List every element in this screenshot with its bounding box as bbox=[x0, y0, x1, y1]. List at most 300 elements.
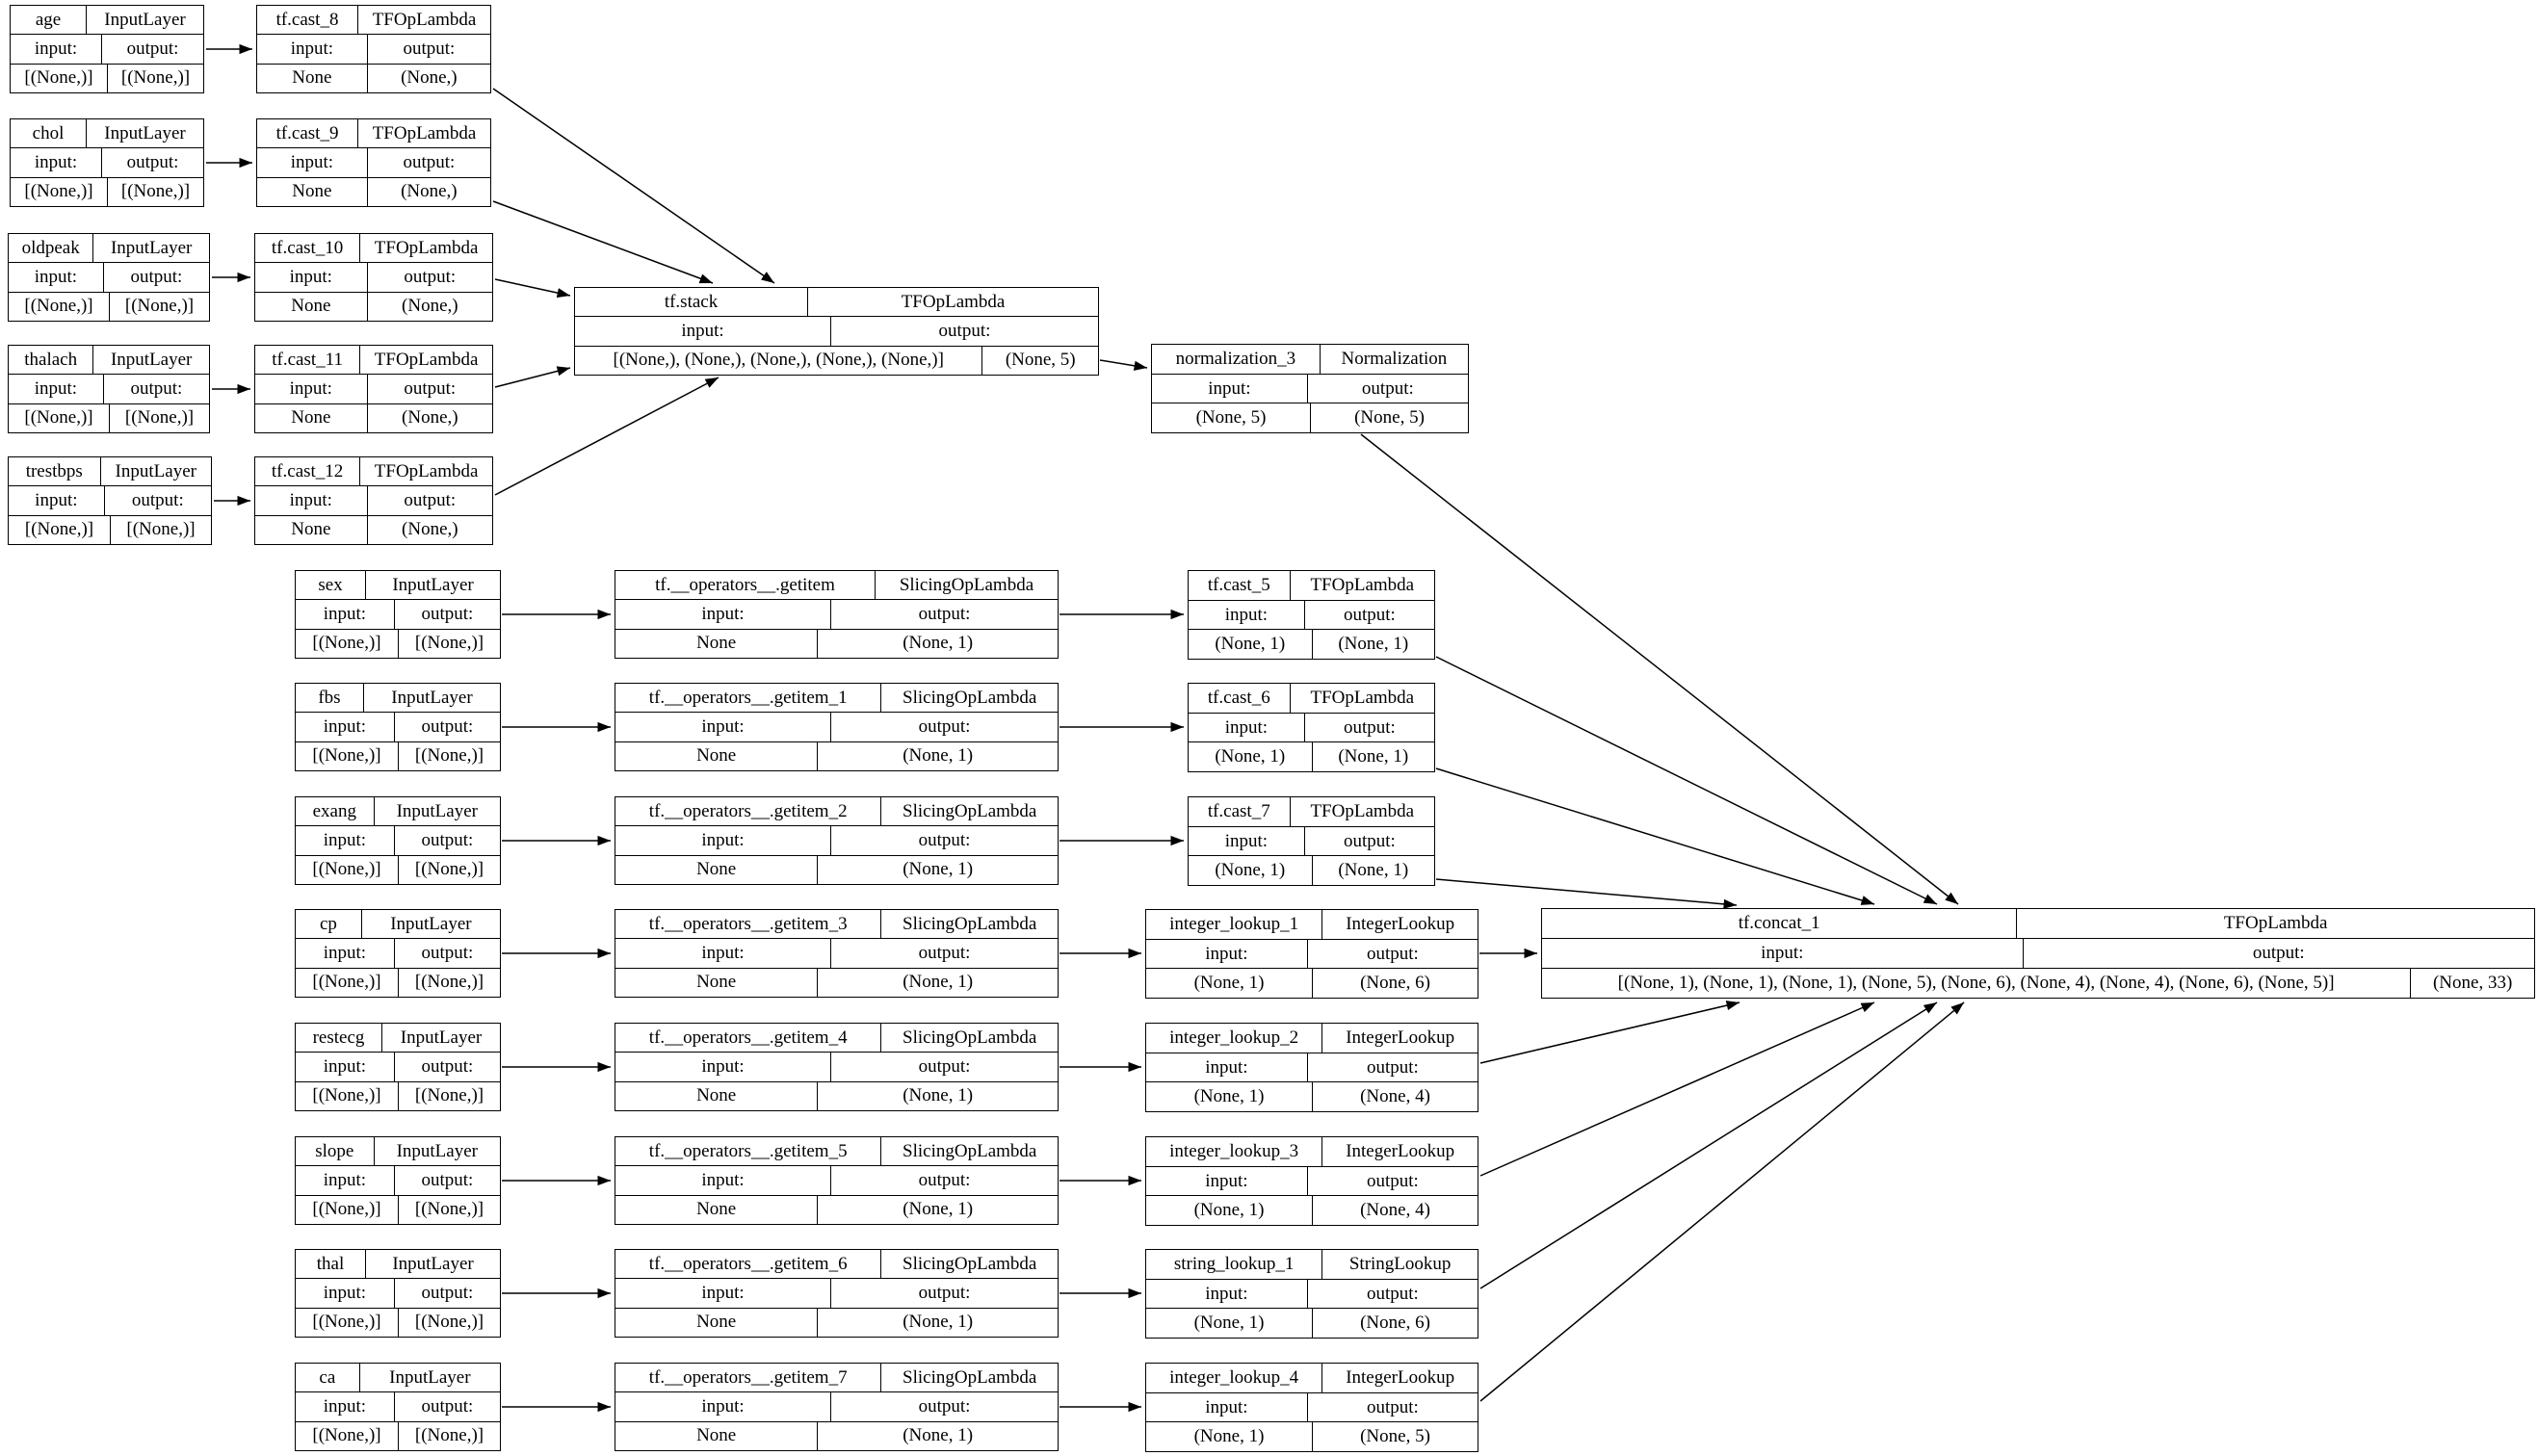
node-row bbox=[615, 938, 1058, 967]
node-integer-lookup-4 bbox=[1145, 1363, 1478, 1452]
input-shape: None bbox=[696, 633, 737, 654]
layer-name: integer_lookup_3 bbox=[1169, 1140, 1299, 1161]
node-row bbox=[615, 797, 1058, 825]
node-row bbox=[1146, 910, 1478, 939]
node-row bbox=[257, 64, 490, 92]
edge-arrow bbox=[1436, 768, 1874, 904]
node-integer-lookup-2 bbox=[1145, 1023, 1478, 1112]
output-shape: (None, 4) bbox=[1312, 1082, 1478, 1111]
input-shape: [(None,)] bbox=[24, 519, 94, 540]
node-integer-lookup-3 bbox=[1145, 1136, 1478, 1226]
input-label: input: bbox=[1205, 1283, 1248, 1304]
node-row bbox=[615, 1250, 1058, 1278]
input-shape: None bbox=[696, 1425, 737, 1446]
output-shape: [(None,)] bbox=[398, 1422, 500, 1450]
input-shape: None bbox=[291, 296, 331, 317]
node-row bbox=[296, 797, 500, 825]
node-row bbox=[11, 64, 203, 92]
edge-arrow bbox=[1436, 657, 1937, 904]
node-row bbox=[615, 684, 1058, 712]
node-row bbox=[296, 1250, 500, 1278]
layer-class: SlicingOpLambda bbox=[880, 1137, 1058, 1165]
node-row bbox=[296, 1391, 500, 1420]
input-label: input: bbox=[1205, 1396, 1248, 1417]
node-row bbox=[257, 119, 490, 147]
layer-name: fbs bbox=[318, 687, 341, 708]
node-tf-stack bbox=[574, 287, 1099, 376]
layer-name: tf.cast_11 bbox=[272, 349, 343, 370]
node-row bbox=[257, 177, 490, 206]
output-label: output: bbox=[830, 939, 1058, 967]
layer-class: IntegerLookup bbox=[1321, 1364, 1478, 1392]
output-shape: [(None,)] bbox=[398, 742, 500, 770]
output-shape: [(None,)] bbox=[398, 969, 500, 997]
output-label: output: bbox=[1307, 1393, 1478, 1422]
input-label: input: bbox=[701, 1282, 745, 1303]
node-row bbox=[615, 712, 1058, 741]
node-row bbox=[296, 629, 500, 658]
output-label: output: bbox=[367, 148, 490, 176]
layer-name: ca bbox=[319, 1366, 336, 1388]
output-shape: [(None,)] bbox=[398, 1196, 500, 1224]
node-row bbox=[296, 1278, 500, 1307]
output-shape: [(None,)] bbox=[110, 516, 211, 544]
node-sex-input bbox=[295, 570, 501, 659]
node-row bbox=[615, 1308, 1058, 1337]
input-label: input: bbox=[701, 829, 745, 850]
layer-name: cp bbox=[319, 913, 337, 934]
output-shape: (None, 1) bbox=[817, 969, 1058, 997]
output-shape: (None,) bbox=[367, 404, 492, 432]
node-row bbox=[296, 825, 500, 854]
node-row bbox=[9, 262, 209, 291]
layer-class: InputLayer bbox=[381, 1024, 500, 1052]
node-row bbox=[255, 262, 492, 291]
input-shape: (None, 1) bbox=[1215, 860, 1286, 881]
output-shape: (None,) bbox=[367, 65, 490, 92]
input-shape: [(None,)] bbox=[312, 633, 381, 654]
input-label: input: bbox=[35, 489, 78, 510]
input-label: input: bbox=[323, 942, 367, 963]
node-row bbox=[255, 515, 492, 544]
input-label: input: bbox=[323, 829, 367, 850]
input-shape: (None, 1) bbox=[1193, 973, 1265, 994]
input-label: input: bbox=[323, 1282, 367, 1303]
input-shape: [(None,), (None,), (None,), (None,), (None,)] bbox=[613, 350, 944, 371]
layer-name: tf.cast_6 bbox=[1207, 687, 1270, 708]
output-shape: [(None,)] bbox=[398, 1082, 500, 1110]
node-row bbox=[1189, 600, 1434, 630]
output-shape: (None, 1) bbox=[817, 1196, 1058, 1224]
node-tf-cast-9 bbox=[256, 118, 491, 207]
layer-class: InputLayer bbox=[374, 1137, 500, 1165]
node-normalization-3 bbox=[1151, 344, 1469, 433]
node-tf-cast-12 bbox=[254, 456, 493, 545]
input-shape: None bbox=[696, 859, 737, 880]
input-label: input: bbox=[1761, 943, 1804, 963]
output-label: output: bbox=[394, 1392, 500, 1420]
input-shape: None bbox=[696, 1312, 737, 1333]
output-shape: (None, 6) bbox=[1312, 969, 1478, 998]
node-row bbox=[1542, 968, 2534, 998]
layer-class: IntegerLookup bbox=[1321, 1137, 1478, 1166]
node-trestbps-input bbox=[8, 456, 212, 545]
layer-class: TFOpLambda bbox=[2016, 909, 2534, 938]
input-label: input: bbox=[323, 715, 367, 737]
input-label: input: bbox=[323, 1169, 367, 1190]
output-shape: (None, 1) bbox=[817, 1422, 1058, 1450]
node-row bbox=[1542, 938, 2534, 968]
layer-name: normalization_3 bbox=[1175, 348, 1296, 369]
node-row bbox=[255, 234, 492, 262]
input-label: input: bbox=[1224, 830, 1269, 851]
layer-class: TFOpLambda bbox=[357, 119, 490, 147]
node-oldpeak-input bbox=[8, 233, 210, 322]
layer-name: integer_lookup_2 bbox=[1169, 1027, 1299, 1048]
output-label: output: bbox=[103, 375, 209, 403]
input-label: input: bbox=[323, 603, 367, 624]
layer-name: tf.__operators__.getitem_1 bbox=[648, 687, 848, 708]
layer-class: TFOpLambda bbox=[359, 234, 492, 262]
edge-arrow bbox=[495, 368, 570, 387]
node-row bbox=[255, 346, 492, 374]
node-tf-cast-7 bbox=[1188, 796, 1435, 886]
layer-class: TFOpLambda bbox=[1290, 797, 1434, 826]
layer-name: tf.stack bbox=[664, 291, 719, 312]
node-row bbox=[1146, 1024, 1478, 1053]
input-shape: (None, 1) bbox=[1193, 1313, 1265, 1334]
layer-name: thal bbox=[316, 1253, 345, 1274]
input-shape: None bbox=[696, 1085, 737, 1106]
node-row bbox=[255, 457, 492, 485]
layer-class: InputLayer bbox=[365, 571, 500, 599]
layer-name: slope bbox=[315, 1140, 354, 1161]
output-shape: (None,) bbox=[367, 178, 490, 206]
input-label: input: bbox=[1224, 604, 1269, 625]
node-row bbox=[11, 147, 203, 176]
node-row bbox=[296, 599, 500, 628]
node-row bbox=[9, 374, 209, 403]
node-getitem-5 bbox=[615, 1136, 1059, 1225]
output-shape: (None, 6) bbox=[1312, 1309, 1478, 1338]
input-shape: [(None,)] bbox=[312, 972, 381, 993]
layer-class: InputLayer bbox=[86, 119, 203, 147]
layer-name: tf.cast_9 bbox=[275, 122, 339, 143]
input-shape: [(None,)] bbox=[312, 1085, 381, 1106]
output-shape: [(None,)] bbox=[398, 856, 500, 884]
layer-name: tf.__operators__.getitem_2 bbox=[648, 800, 848, 821]
output-label: output: bbox=[394, 600, 500, 628]
layer-class: SlicingOpLambda bbox=[875, 571, 1058, 599]
node-fbs-input bbox=[295, 683, 501, 771]
node-ca-input bbox=[295, 1363, 501, 1451]
node-row bbox=[255, 292, 492, 321]
node-tf-concat-1 bbox=[1541, 908, 2535, 999]
edge-arrow bbox=[1361, 434, 1958, 904]
node-row bbox=[1189, 571, 1434, 600]
node-thal-input bbox=[295, 1249, 501, 1338]
output-shape: [(None,)] bbox=[107, 65, 203, 92]
node-row bbox=[1146, 1053, 1478, 1082]
layer-name: oldpeak bbox=[21, 237, 80, 258]
node-row bbox=[575, 288, 1098, 316]
layer-name: sex bbox=[318, 574, 343, 595]
layer-name: tf.__operators__.getitem_4 bbox=[648, 1027, 848, 1048]
input-shape: [(None,)] bbox=[312, 745, 381, 767]
output-shape: (None, 1) bbox=[1312, 856, 1435, 885]
output-label: output: bbox=[1307, 1280, 1478, 1309]
layer-class: InputLayer bbox=[92, 234, 209, 262]
layer-name: tf.cast_12 bbox=[271, 460, 344, 481]
layer-name: restecg bbox=[312, 1027, 365, 1048]
node-row bbox=[9, 234, 209, 262]
node-row bbox=[1189, 629, 1434, 659]
node-row bbox=[1146, 1392, 1478, 1422]
node-row bbox=[11, 119, 203, 147]
output-shape: [(None,)] bbox=[398, 1309, 500, 1337]
output-shape: (None, 1) bbox=[817, 742, 1058, 770]
node-row bbox=[296, 1421, 500, 1450]
input-shape: [(None,)] bbox=[24, 407, 93, 429]
input-shape: (None, 5) bbox=[1195, 407, 1267, 429]
node-row bbox=[615, 1421, 1058, 1450]
output-label: output: bbox=[1307, 1167, 1478, 1196]
node-row bbox=[11, 6, 203, 34]
output-shape: [(None,)] bbox=[109, 404, 209, 432]
output-shape: (None, 5) bbox=[1312, 1422, 1478, 1451]
output-shape: [(None,)] bbox=[109, 293, 209, 321]
input-label: input: bbox=[34, 377, 78, 399]
node-row bbox=[11, 34, 203, 63]
input-shape: [(None,)] bbox=[24, 67, 93, 89]
node-row bbox=[615, 825, 1058, 854]
output-label: output: bbox=[394, 1053, 500, 1080]
output-shape: (None,) bbox=[367, 293, 492, 321]
node-row bbox=[296, 1137, 500, 1165]
layer-class: TFOpLambda bbox=[359, 346, 492, 374]
node-row bbox=[615, 1278, 1058, 1307]
output-label: output: bbox=[367, 263, 492, 291]
node-age-input bbox=[10, 5, 204, 93]
output-shape: (None, 1) bbox=[817, 1082, 1058, 1110]
node-row bbox=[1146, 1195, 1478, 1225]
node-row bbox=[9, 292, 209, 321]
node-row bbox=[296, 855, 500, 884]
input-shape: [(None,)] bbox=[312, 859, 381, 880]
node-row bbox=[615, 571, 1058, 599]
node-tf-cast-10 bbox=[254, 233, 493, 322]
node-row bbox=[1146, 1081, 1478, 1111]
input-shape: (None, 1) bbox=[1193, 1426, 1265, 1447]
node-row bbox=[615, 1195, 1058, 1224]
layer-class: InputLayer bbox=[361, 910, 500, 938]
node-getitem-3 bbox=[615, 909, 1059, 998]
node-row bbox=[1146, 1308, 1478, 1338]
output-shape: (None,) bbox=[367, 516, 492, 544]
output-label: output: bbox=[830, 1279, 1058, 1307]
layer-class: TFOpLambda bbox=[1290, 684, 1434, 713]
layer-name: tf.__operators__.getitem bbox=[655, 574, 835, 595]
node-row bbox=[615, 968, 1058, 997]
input-label: input: bbox=[289, 266, 332, 287]
output-shape: (None, 33) bbox=[2410, 969, 2534, 998]
node-row bbox=[11, 177, 203, 206]
node-row bbox=[1146, 1166, 1478, 1196]
output-shape: [(None,)] bbox=[107, 178, 203, 206]
layer-class: IntegerLookup bbox=[1321, 910, 1478, 939]
node-row bbox=[1189, 797, 1434, 826]
node-row bbox=[1542, 909, 2534, 938]
output-label: output: bbox=[830, 1166, 1058, 1194]
output-label: output: bbox=[394, 939, 500, 967]
node-row bbox=[296, 1165, 500, 1194]
output-label: output: bbox=[367, 35, 490, 63]
input-shape: (None, 1) bbox=[1215, 634, 1286, 655]
output-shape: [(None,)] bbox=[398, 630, 500, 658]
input-label: input: bbox=[1205, 943, 1248, 964]
layer-name: age bbox=[35, 9, 62, 30]
output-label: output: bbox=[1304, 601, 1434, 630]
output-shape: (None, 1) bbox=[817, 630, 1058, 658]
layer-class: TFOpLambda bbox=[357, 6, 490, 34]
node-row bbox=[1146, 1364, 1478, 1392]
node-row bbox=[296, 741, 500, 770]
edge-arrow bbox=[1480, 1002, 1964, 1401]
output-label: output: bbox=[394, 1279, 500, 1307]
layer-name: tf.__operators__.getitem_3 bbox=[648, 913, 848, 934]
node-row bbox=[296, 684, 500, 712]
node-getitem-2 bbox=[615, 796, 1059, 885]
input-shape: [(None,)] bbox=[24, 296, 93, 317]
layer-name: tf.__operators__.getitem_5 bbox=[648, 1140, 848, 1161]
node-row bbox=[615, 1024, 1058, 1052]
layer-class: InputLayer bbox=[100, 457, 212, 485]
layer-name: tf.cast_5 bbox=[1207, 574, 1270, 595]
node-row bbox=[9, 515, 211, 544]
edge-arrow bbox=[1100, 360, 1147, 368]
node-chol-input bbox=[10, 118, 204, 207]
node-row bbox=[615, 855, 1058, 884]
input-label: input: bbox=[289, 377, 332, 399]
node-row bbox=[257, 34, 490, 63]
input-label: input: bbox=[34, 151, 78, 172]
edge-arrow bbox=[1436, 879, 1737, 905]
node-row bbox=[296, 1081, 500, 1110]
node-row bbox=[615, 629, 1058, 658]
layer-class: InputLayer bbox=[374, 797, 500, 825]
node-row bbox=[615, 1137, 1058, 1165]
layer-class: TFOpLambda bbox=[1290, 571, 1434, 600]
layer-class: SlicingOpLambda bbox=[880, 910, 1058, 938]
node-restecg-input bbox=[295, 1023, 501, 1111]
layer-class: IntegerLookup bbox=[1321, 1024, 1478, 1053]
layer-class: SlicingOpLambda bbox=[880, 797, 1058, 825]
node-tf-cast-6 bbox=[1188, 683, 1435, 772]
node-getitem-1 bbox=[615, 683, 1059, 771]
output-label: output: bbox=[367, 375, 492, 403]
input-shape: [(None,)] bbox=[24, 181, 93, 202]
node-row bbox=[1189, 855, 1434, 885]
output-label: output: bbox=[101, 148, 203, 176]
node-row bbox=[615, 1364, 1058, 1391]
node-thalach-input bbox=[8, 345, 210, 433]
node-row bbox=[1189, 713, 1434, 742]
input-shape: [(None,)] bbox=[312, 1199, 381, 1220]
layer-name: chol bbox=[32, 122, 65, 143]
output-label: output: bbox=[1307, 940, 1478, 969]
edge-arrow bbox=[495, 377, 719, 495]
output-label: output: bbox=[830, 1053, 1058, 1080]
node-row bbox=[296, 1195, 500, 1224]
node-row bbox=[296, 968, 500, 997]
layer-name: tf.__operators__.getitem_7 bbox=[648, 1366, 848, 1388]
node-row bbox=[296, 1308, 500, 1337]
layer-name: tf.concat_1 bbox=[1738, 913, 1820, 933]
node-row bbox=[615, 910, 1058, 938]
input-shape: None bbox=[696, 1199, 737, 1220]
input-label: input: bbox=[323, 1395, 367, 1417]
node-getitem bbox=[615, 570, 1059, 659]
layer-name: string_lookup_1 bbox=[1173, 1253, 1295, 1274]
output-label: output: bbox=[394, 713, 500, 741]
input-label: input: bbox=[701, 942, 745, 963]
input-label: input: bbox=[1208, 377, 1251, 399]
input-label: input: bbox=[1205, 1170, 1248, 1191]
layer-name: tf.cast_10 bbox=[271, 237, 344, 258]
input-shape: None bbox=[291, 407, 331, 429]
node-string-lookup-1 bbox=[1145, 1249, 1478, 1339]
output-shape: (None, 1) bbox=[817, 1309, 1058, 1337]
layer-name: integer_lookup_1 bbox=[1169, 913, 1299, 934]
node-row bbox=[296, 938, 500, 967]
layer-class: SlicingOpLambda bbox=[880, 1364, 1058, 1391]
output-label: output: bbox=[830, 600, 1058, 628]
input-label: input: bbox=[290, 151, 334, 172]
node-tf-cast-5 bbox=[1188, 570, 1435, 660]
node-getitem-7 bbox=[615, 1363, 1059, 1451]
input-label: input: bbox=[1205, 1056, 1248, 1078]
input-label: input: bbox=[701, 1055, 745, 1077]
layer-class: SlicingOpLambda bbox=[880, 684, 1058, 712]
layer-class: InputLayer bbox=[363, 684, 500, 712]
node-row bbox=[255, 374, 492, 403]
layer-name: thalach bbox=[24, 349, 78, 370]
output-label: output: bbox=[830, 826, 1058, 854]
layer-name: tf.__operators__.getitem_6 bbox=[648, 1253, 848, 1274]
input-label: input: bbox=[34, 266, 78, 287]
node-row bbox=[296, 1052, 500, 1080]
output-label: output: bbox=[104, 486, 211, 514]
input-shape: [(None,)] bbox=[312, 1425, 381, 1446]
node-row bbox=[1152, 374, 1468, 403]
node-exang-input bbox=[295, 796, 501, 885]
input-label: input: bbox=[701, 1169, 745, 1190]
layer-class: SlicingOpLambda bbox=[880, 1024, 1058, 1052]
layer-class: Normalization bbox=[1320, 345, 1468, 374]
output-label: output: bbox=[1307, 1053, 1478, 1082]
input-shape: None bbox=[696, 972, 737, 993]
output-label: output: bbox=[367, 486, 492, 514]
input-label: input: bbox=[701, 1395, 745, 1417]
output-label: output: bbox=[1304, 827, 1434, 856]
edge-arrow bbox=[493, 201, 713, 283]
node-row bbox=[255, 403, 492, 432]
node-row bbox=[575, 316, 1098, 345]
output-shape: (None, 5) bbox=[981, 347, 1098, 375]
node-slope-input bbox=[295, 1136, 501, 1225]
node-cp-input bbox=[295, 909, 501, 998]
layer-class: SlicingOpLambda bbox=[880, 1250, 1058, 1278]
